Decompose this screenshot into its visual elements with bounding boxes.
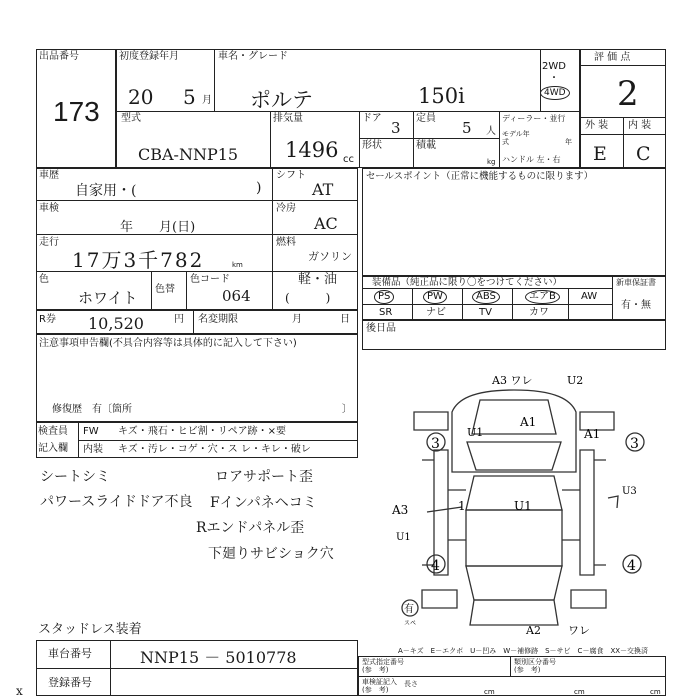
capacity: 5 xyxy=(462,119,472,137)
yen-unit: 円 xyxy=(174,314,184,325)
equip-pw: PW xyxy=(423,290,447,304)
lot-number: 173 xyxy=(53,96,100,127)
fuel-1: ガソリン xyxy=(308,250,352,263)
shift: AT xyxy=(312,180,334,199)
diag-spare: 有 xyxy=(404,604,414,615)
diag-rear: A2 xyxy=(526,624,541,637)
fuel-label: 燃料 xyxy=(276,237,296,248)
score: 2 xyxy=(617,74,639,114)
diag-rear-note: ワレ xyxy=(568,624,590,637)
equip-abs: ABS xyxy=(472,290,500,304)
damage-legend: A－キズ E－エクボ U－凹み W－補修跡 S－サビ C－腐食 XX－交換済 xyxy=(398,647,649,655)
warranty-label: 新車保証書 xyxy=(616,278,656,287)
diag-top-right: U2 xyxy=(567,374,584,387)
equip-sr: SR xyxy=(379,307,393,318)
equip-airbag: エアB xyxy=(525,290,560,304)
drive-2wd: 2WD xyxy=(542,61,566,72)
fuel-3: ( ) xyxy=(285,291,331,305)
inspector-row1: キズ・飛石・ヒビ割・リペア跡・×要 xyxy=(118,426,286,437)
reg-year: 20 xyxy=(128,85,154,109)
interior-label: 内 装 xyxy=(628,120,652,131)
color: ホワイト xyxy=(78,289,138,307)
car-name: ポルテ xyxy=(250,88,313,112)
diag-top: A3 ワレ xyxy=(492,374,533,387)
load-label: 積載 xyxy=(416,140,436,151)
car-diagram xyxy=(362,350,666,645)
name-change-day: 日 xyxy=(340,314,350,325)
repair-label: 修復歴 有〔箇所 xyxy=(52,404,132,415)
equip-tv: TV xyxy=(479,307,492,318)
dealer-label: ディーラー・並行 xyxy=(502,114,566,123)
after-label: 後日品 xyxy=(366,323,396,334)
note-3: ロアサポート歪 xyxy=(215,469,313,485)
capacity-label: 定員 xyxy=(416,113,436,124)
diag-right-side: U3 xyxy=(622,486,637,497)
drive-4wd: 4WD xyxy=(540,86,570,100)
note-6: 下廻りサビショク穴 xyxy=(208,546,334,562)
diag-left-front: U1 xyxy=(467,426,484,439)
model-year-label: モデル年式 xyxy=(502,130,530,146)
first-reg-label: 初度登録年月 xyxy=(119,51,179,62)
recycle: 10,520 xyxy=(88,314,144,333)
diag-spare-sub: スペ xyxy=(404,620,417,627)
color-label: 色 xyxy=(39,274,49,285)
reg-label: 登録番号 xyxy=(48,676,92,689)
cm-2: cm xyxy=(574,688,585,696)
note-5: Rエンドパネル歪 xyxy=(196,520,305,536)
history-close: ) xyxy=(256,180,262,196)
reg-month: 5 xyxy=(183,85,196,109)
repaint-label: 色替 xyxy=(155,284,175,295)
km-unit: km xyxy=(232,261,243,269)
displacement-label: 排気量 xyxy=(273,113,303,124)
equip-aw: AW xyxy=(581,291,598,302)
history-label: 車歴 xyxy=(39,170,59,181)
length-label: 長さ xyxy=(404,680,418,688)
ac: AC xyxy=(314,214,338,233)
score-label: 評 価 点 xyxy=(594,52,631,63)
entry-label: 記入欄 xyxy=(38,443,68,454)
recycle-label: R券 xyxy=(39,314,56,325)
equip-leather: カワ xyxy=(529,307,549,318)
color-code: 064 xyxy=(222,287,251,305)
equip-ps: PS xyxy=(374,290,394,304)
diag-right-front: A1 xyxy=(584,427,601,441)
repair-close: 〕 xyxy=(342,404,352,415)
model-code: CBA-NNP15 xyxy=(138,145,239,164)
notes-label: 注意事項申告欄(不具合内容等は具体的に記入して下さい) xyxy=(39,338,297,349)
color-code-label: 色コード xyxy=(190,274,230,285)
diag-left-side: A3 xyxy=(392,503,409,517)
chassis-number: NNP15 － 5010778 xyxy=(140,648,297,667)
x-mark: x xyxy=(16,684,23,698)
diag-left-side2: 1 xyxy=(458,499,466,513)
dims-label: 車検証記入 (参 考) xyxy=(362,678,397,694)
handle-label: ハンドル 左・右 xyxy=(502,155,561,164)
ac-label: 冷房 xyxy=(276,203,296,214)
car-name-label: 車名・グレード xyxy=(218,51,288,62)
equip-navi: ナビ xyxy=(426,307,446,318)
lot-label: 出品番号 xyxy=(39,51,79,62)
note-4: Fインパネヘコミ xyxy=(210,495,317,511)
cc-unit: cc xyxy=(343,154,354,165)
interior-tag: 内装 xyxy=(83,444,103,455)
fw-label: FW xyxy=(83,426,99,437)
model-label: 型式 xyxy=(121,113,141,124)
mileage: 17万3千782 xyxy=(72,248,205,272)
after-box xyxy=(362,320,666,350)
warranty-value: 有・無 xyxy=(621,300,651,311)
sales-point-box xyxy=(362,168,666,276)
inspection-value: 年 月(日) xyxy=(120,220,196,235)
cm-1: cm xyxy=(484,688,495,696)
sales-point-label: セールスポイント（正常に機能するものに限ります） xyxy=(366,171,594,182)
diag-wheel-rl: 4 xyxy=(431,558,440,574)
inspection-label: 車検 xyxy=(39,203,59,214)
note-2: パワースライドドア不良 xyxy=(40,494,193,510)
month-unit: 月 xyxy=(202,95,212,106)
cm-3: cm xyxy=(650,688,661,696)
equipment-label: 装備品（純正品に限り〇をつけてください） xyxy=(372,277,563,288)
diag-wheel-fl: 3 xyxy=(431,436,440,452)
doors: 3 xyxy=(391,119,401,137)
note-1: シートシミ xyxy=(40,469,110,485)
kg-unit: kg xyxy=(487,158,496,166)
category-label: 類別区分番号 (参 考) xyxy=(514,658,556,674)
exterior-label: 外 装 xyxy=(585,120,609,131)
mileage-label: 走行 xyxy=(39,237,59,248)
diag-wheel-fr: 3 xyxy=(630,436,639,452)
chassis-label: 車台番号 xyxy=(48,647,92,660)
shift-label: シフト xyxy=(276,170,306,181)
interior-grade: C xyxy=(636,143,651,165)
inspector-label: 検査員 xyxy=(38,426,68,437)
shape-label: 形状 xyxy=(362,140,382,151)
door-label: ドア xyxy=(362,113,382,124)
year-unit: 年 xyxy=(565,138,572,146)
name-change-label: 名変期限 xyxy=(198,314,238,325)
displacement: 1496 xyxy=(285,138,339,162)
note-7: スタッドレス装着 xyxy=(38,622,142,637)
fuel-2: 軽・油 xyxy=(298,272,338,287)
grade: 150i xyxy=(418,84,465,108)
recycle-box xyxy=(36,310,358,334)
name-change-month: 月 xyxy=(292,314,302,325)
spec-label: 型式指定番号 (参 考) xyxy=(362,658,404,674)
diag-left-u1: U1 xyxy=(396,532,411,543)
drive-dot: ・ xyxy=(549,73,559,84)
exterior-grade: E xyxy=(593,143,607,165)
inspector-row2: キズ・汚レ・コゲ・穴・ス レ・キレ・破レ xyxy=(118,444,311,455)
history-value: 自家用・( xyxy=(75,183,137,199)
diag-roof: U1 xyxy=(514,499,532,513)
person-unit: 人 xyxy=(486,126,496,137)
diag-wheel-rr: 4 xyxy=(627,558,636,574)
diag-hood: A1 xyxy=(520,415,537,429)
